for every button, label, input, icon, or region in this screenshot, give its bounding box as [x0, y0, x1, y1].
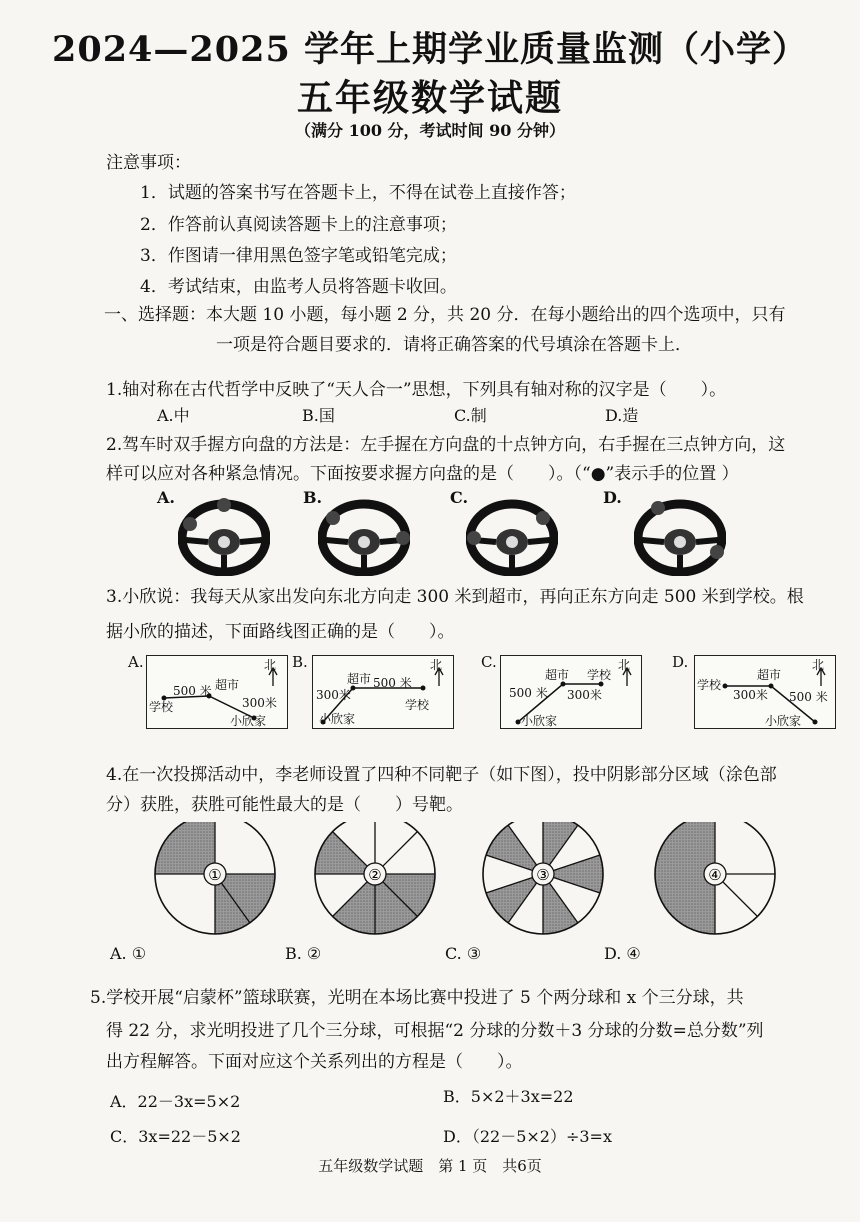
q4-option-d: D. ④	[604, 944, 641, 963]
question-5-stem-cont: 得 22 分，求光明投进了几个三分球，可根据“2 分球的分数＋3 分球的分数=总分数”列	[106, 1021, 764, 1041]
hand-dot	[467, 531, 481, 545]
q1-option-a: A.中	[157, 406, 190, 425]
exam-title: 2024—2025 学年上期学业质量监测（小学）	[51, 29, 808, 70]
route-map-c: 北 超市 学校 500 米 300米 小欣家	[500, 655, 642, 729]
q5-option-b: B．5×2＋3x=22	[443, 1087, 574, 1106]
notice-item: 4．考试结束，由监考人员将答题卡收回。	[140, 277, 457, 297]
q5-option-c: C．3x=22－5×2	[110, 1127, 241, 1146]
question-5-stem-cont2: 出方程解答。下面对应这个关系列出的方程是（ ）。	[106, 1052, 523, 1072]
notice-heading: 注意事项：	[106, 153, 191, 173]
q4-option-c: C. ③	[445, 944, 482, 963]
question-3-stem: 3.小欣说：我每天从家出发向东北方向走 300 米到超市，再向正东方向走 500 米到学校。根	[106, 587, 804, 607]
steering-wheel-d	[634, 496, 726, 576]
q5-option-a: A．22－3x=5×2	[110, 1092, 241, 1111]
svg-text:①: ①	[208, 866, 222, 884]
hand-dot	[651, 501, 665, 515]
map-a-letter: A.	[128, 653, 144, 671]
section-heading: 一、选择题：本大题 10 小题，每小题 2 分，共 20 分．在每小题给出的四个选项中，只有	[104, 305, 786, 325]
question-3-stem-cont: 据小欣的描述，下面路线图正确的是（ ）。	[106, 622, 455, 642]
exam-subject-title: 五年级数学试题	[296, 77, 563, 119]
q4-option-a: A. ①	[110, 944, 147, 963]
hand-dot	[217, 498, 231, 512]
notice-item: 2．作答前认真阅读答题卡上的注意事项；	[140, 215, 457, 235]
steering-wheel-c	[466, 496, 558, 576]
route-map-a: 北 学校 500 米 超市 300米 小欣家	[146, 655, 288, 729]
map-c-letter: C.	[481, 653, 497, 671]
question-2-stem: 2.驾车时双手握方向盘的方法是：左手握在方向盘的十点钟方向，右手握在三点钟方向，这	[106, 435, 786, 455]
question-2-stem-cont: 样可以应对各种紧急情况。下面按要求握方向盘的是（ ）。（“●”表示手的位置 ）	[106, 464, 739, 484]
map-d-letter: D.	[672, 653, 689, 671]
svg-text:②: ②	[368, 866, 382, 884]
q2-label-b: B.	[303, 488, 323, 507]
hand-dot	[536, 511, 550, 525]
q2-label-c: C.	[450, 488, 469, 507]
target-2	[315, 822, 435, 934]
hand-dot	[396, 531, 410, 545]
q2-label-a: A.	[157, 488, 175, 507]
target-row	[140, 822, 820, 942]
target-3	[483, 822, 603, 934]
steering-wheel-a	[178, 496, 270, 576]
hand-dot	[326, 511, 340, 525]
q1-option-d: D.造	[605, 406, 639, 425]
q5-option-d: D．（22－5×2）÷3=x	[443, 1127, 612, 1146]
notice-item: 3．作图请一律用黑色签字笔或铅笔完成；	[140, 246, 457, 266]
question-4-stem: 4.在一次投掷活动中，李老师设置了四种不同靶子（如下图），投中阴影部分区域（涂色部	[106, 765, 777, 785]
question-1-stem: 1.轴对称在古代哲学中反映了“天人合一”思想，下列具有轴对称的汉字是（ ）。	[106, 380, 727, 400]
q2-label-d: D.	[603, 488, 622, 507]
route-map-b: 北 超市 500 米 300米 学校 小欣家	[312, 655, 454, 729]
svg-text:③: ③	[536, 866, 550, 884]
hand-dot	[183, 517, 197, 531]
page-footer: 五年级数学试题 第 1 页 共6页	[318, 1157, 542, 1175]
hand-dot	[710, 545, 724, 559]
exam-subtitle: （满分 100 分，考试时间 90 分钟）	[295, 121, 565, 140]
q1-option-b: B.国	[302, 406, 335, 425]
q1-option-c: C.制	[454, 406, 487, 425]
question-5-stem: 5.学校开展“启蒙杯”篮球联赛，光明在本场比赛中投进了 5 个两分球和 x 个三分球，共	[90, 988, 744, 1008]
question-4-stem-cont: 分）获胜，获胜可能性最大的是（ ）号靶。	[106, 795, 463, 815]
map-b-letter: B.	[292, 653, 308, 671]
q4-option-b: B. ②	[285, 944, 322, 963]
svg-text:④: ④	[708, 866, 722, 884]
steering-wheel-b	[318, 496, 410, 576]
notice-item: 1．试题的答案书写在答题卡上，不得在试卷上直接作答；	[140, 183, 576, 203]
route-map-d: 北 学校 超市 300米 500 米 小欣家	[694, 655, 836, 729]
section-heading-cont: 一项是符合题目要求的．请将正确答案的代号填涂在答题卡上．	[216, 335, 692, 355]
target-4	[655, 822, 775, 934]
target-1	[155, 822, 275, 934]
